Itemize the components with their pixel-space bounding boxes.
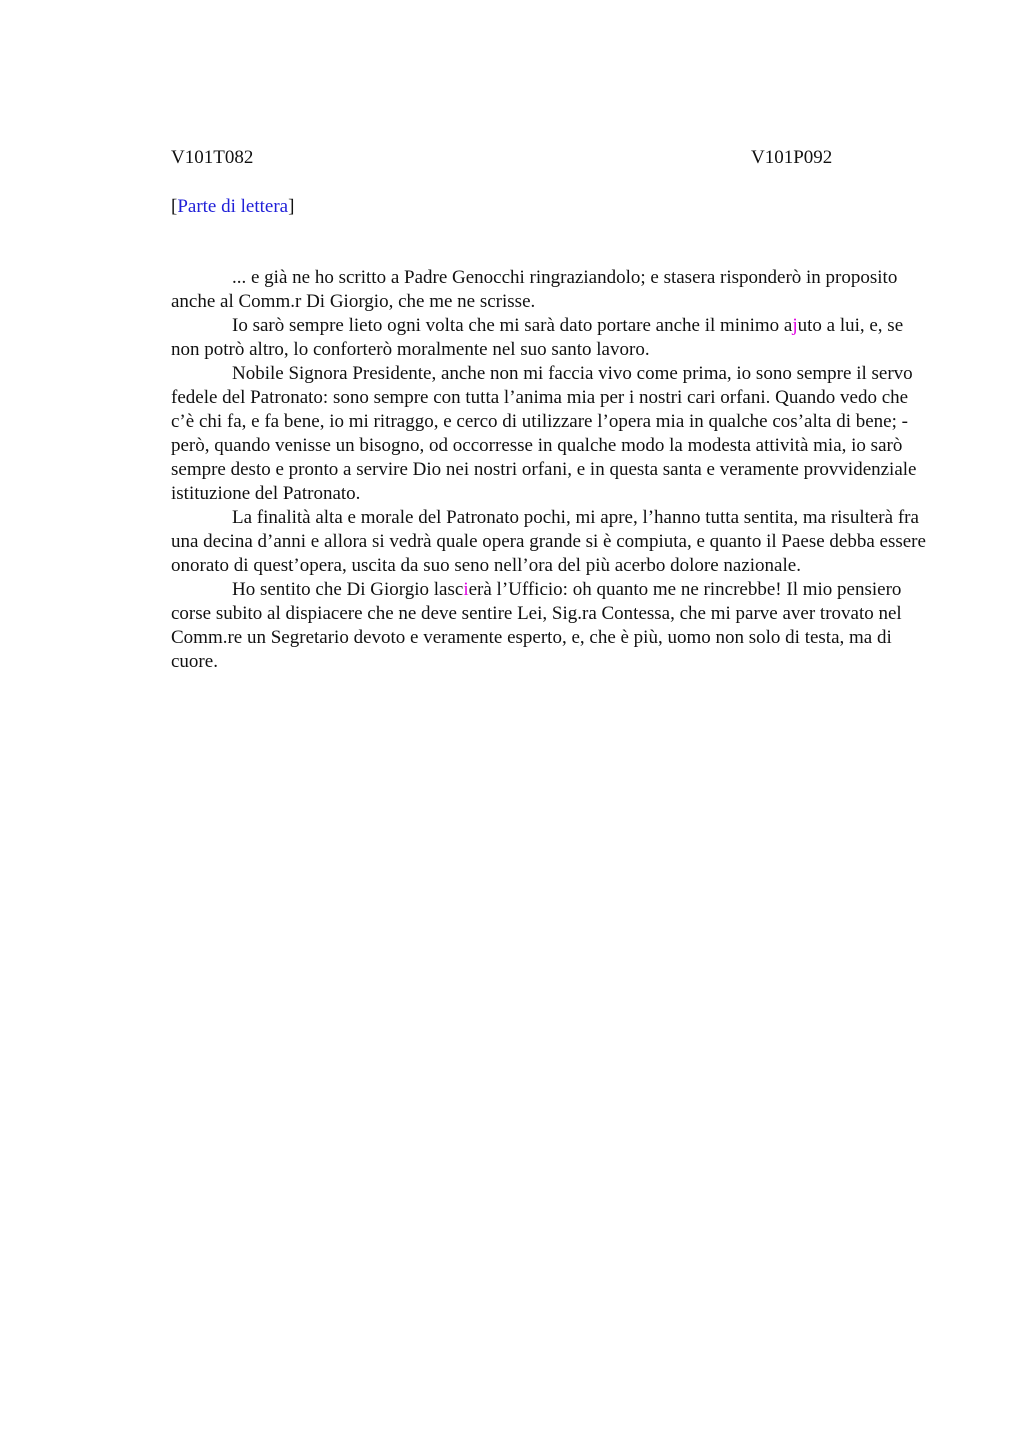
paragraph-5	[171, 578, 931, 674]
letter-body	[171, 266, 931, 674]
paragraph-2	[171, 314, 931, 362]
paragraph-1: ... e già ne ho scritto a Padre Genocchi ringraziandolo; e stasera risponderò in proposito anche al Comm.r Di Giorgio, che me ne scrisse.	[171, 267, 898, 312]
paragraph-5-text-a: Ho sentito che Di Giorgio lasc	[232, 579, 464, 600]
label-open-bracket: [	[171, 196, 178, 217]
document-code-left: V101T082	[171, 147, 254, 168]
document-type-label	[171, 196, 294, 218]
paragraph-5-text-b: erà l’Ufficio: oh quanto me ne rincrebbe! Il mio pensiero corse subito al dispiacere che ne deve sentire Lei, Sig.ra Contessa, che mi parve aver trovato nel Comm.re un Segretario devoto e veramente esperto, e, che è più, uomo non solo di testa, ma di cuore.	[171, 579, 902, 672]
label-close-bracket: ]	[288, 196, 295, 217]
paragraph-4: La finalità alta e morale del Patronato pochi, mi apre, l’hanno tutta sentita, ma risulterà fra una decina d’anni e allora si vedrà quale opera grande si è compiuta, e quanto il Paese debba essere onorato di quest’opera, uscita da suo seno nell’ora del più acerbo dolore nazionale.	[171, 507, 926, 576]
highlighted-letter: i	[463, 579, 469, 600]
document-code-right: V101P092	[751, 147, 833, 168]
paragraph-2-text-a: Io sarò sempre lieto ogni volta che mi sarà dato portare anche il minimo a	[232, 315, 793, 336]
paragraph-2-text-b: uto a lui, e, se non potrò altro, lo conforterò moralmente nel suo santo lavoro.	[171, 315, 904, 360]
paragraph-3: Nobile Signora Presidente, anche non mi faccia vivo come prima, io sono sempre il servo fedele del Patronato: sono sempre con tutta l’anima mia per i nostri cari orfani. Quando vedo che c’è chi fa, e fa bene, io mi ritraggo, e cerco di utilizzare l’opera mia in qualche cos’alta di bene; - però, quando venisse un bisogno, od occorresse in qualche modo la modesta attività mia, io sarò sempre desto e pronto a servire Dio nei nostri orfani, e in questa santa e veramente provvidenziale istituzione del Patronato.	[171, 363, 917, 504]
highlighted-letter: j	[792, 315, 798, 336]
label-text: Parte di lettera	[177, 196, 289, 217]
